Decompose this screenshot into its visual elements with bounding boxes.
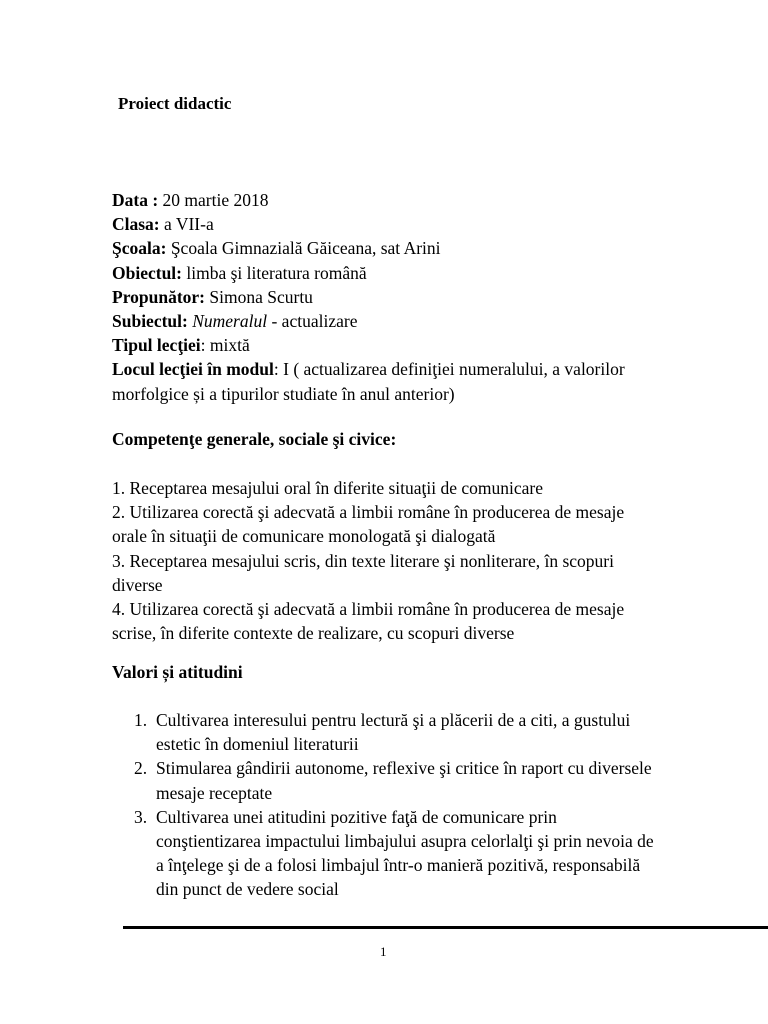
meta-school-label: Şcoala: bbox=[112, 238, 167, 259]
values-item bbox=[112, 805, 657, 902]
meta-proposer-value: Simona Scurtu bbox=[205, 286, 313, 307]
meta-subject bbox=[112, 261, 672, 285]
competence-item: 2. Utilizarea corectă şi adecvată a limbii române în producerea de mesaje orale în situaţii de comunicare monologată şi dialogată bbox=[112, 502, 625, 547]
values-item-text: Stimularea gândirii autonome, reflexive şi critice în raport cu diversele mesaje receptate bbox=[156, 758, 652, 803]
competences-list bbox=[112, 476, 657, 645]
competence-item: 4. Utilizarea corectă şi adecvată a limbii române în producerea de mesaje scrise, în diferite contexte de realizare, cu scopuri diverse bbox=[112, 599, 625, 644]
values-item-text: Cultivarea interesului pentru lectură şi a plăcerii de a citi, a gustului estetic în domeniul literaturii bbox=[156, 710, 631, 755]
meta-lesson-type bbox=[112, 333, 672, 357]
meta-proposer bbox=[112, 285, 672, 309]
meta-lesson-type-value: : mixtă bbox=[200, 335, 250, 356]
values-item-text: Cultivarea unei atitudini pozitive faţă de comunicare prin conştientizarea impactului limbajului asupra celorlalţi şi prin nevoia de a înţelege şi de a folosi limbajul într-o manieră pozitivă, responsabilă din punct de vedere social bbox=[156, 806, 654, 900]
competence-item: 3. Receptarea mesajului scris, din texte literare şi nonliterare, în scopuri diverse bbox=[112, 550, 614, 595]
meta-school-value: Şcoala Gimnazială Găiceana, sat Arini bbox=[166, 238, 441, 259]
meta-place bbox=[112, 357, 672, 405]
values-item bbox=[112, 756, 657, 804]
meta-topic-label: Subiectul: bbox=[112, 311, 188, 332]
meta-topic-italic: Numeralul bbox=[192, 311, 268, 332]
meta-class-value: a VII-a bbox=[159, 214, 214, 235]
meta-date-label: Data : bbox=[112, 190, 159, 210]
meta-class-label: Clasa: bbox=[112, 214, 160, 235]
meta-proposer-label: Propunător: bbox=[112, 286, 206, 307]
competences-title: Competenţe generale, sociale şi civice: bbox=[112, 429, 397, 449]
meta-date-value: 20 martie 2018 bbox=[158, 190, 269, 210]
values-item-number: 1. bbox=[134, 710, 148, 730]
values-item bbox=[112, 708, 657, 756]
values-item-number: 3. bbox=[134, 806, 148, 827]
meta-subject-label: Obiectul: bbox=[112, 262, 182, 283]
meta-place-value: : I ( actualizarea definiţiei numeralului, a valorilor morfolgice și a tipurilor studiate în anul anterior) bbox=[112, 359, 625, 404]
meta-school bbox=[112, 236, 672, 260]
meta-topic-value: - actualizare bbox=[267, 311, 358, 332]
values-list bbox=[112, 708, 657, 902]
values-item-number: 2. bbox=[134, 758, 148, 779]
meta-topic bbox=[112, 309, 672, 333]
competence-item: 1. Receptarea mesajului oral în diferite situaţii de comunicare bbox=[112, 478, 544, 498]
meta-place-label: Locul lecţiei în modul bbox=[112, 359, 274, 380]
meta-lesson-type-label: Tipul lecţiei bbox=[112, 335, 201, 356]
footer-rule bbox=[123, 926, 768, 929]
page-number: 1 bbox=[380, 944, 387, 959]
meta-subject-value: limba şi literatura română bbox=[182, 262, 367, 283]
document-title: Proiect didactic bbox=[118, 94, 232, 113]
lesson-metadata bbox=[112, 188, 672, 406]
values-title: Valori și atitudini bbox=[112, 662, 243, 682]
meta-date bbox=[112, 188, 672, 212]
meta-class bbox=[112, 212, 672, 236]
